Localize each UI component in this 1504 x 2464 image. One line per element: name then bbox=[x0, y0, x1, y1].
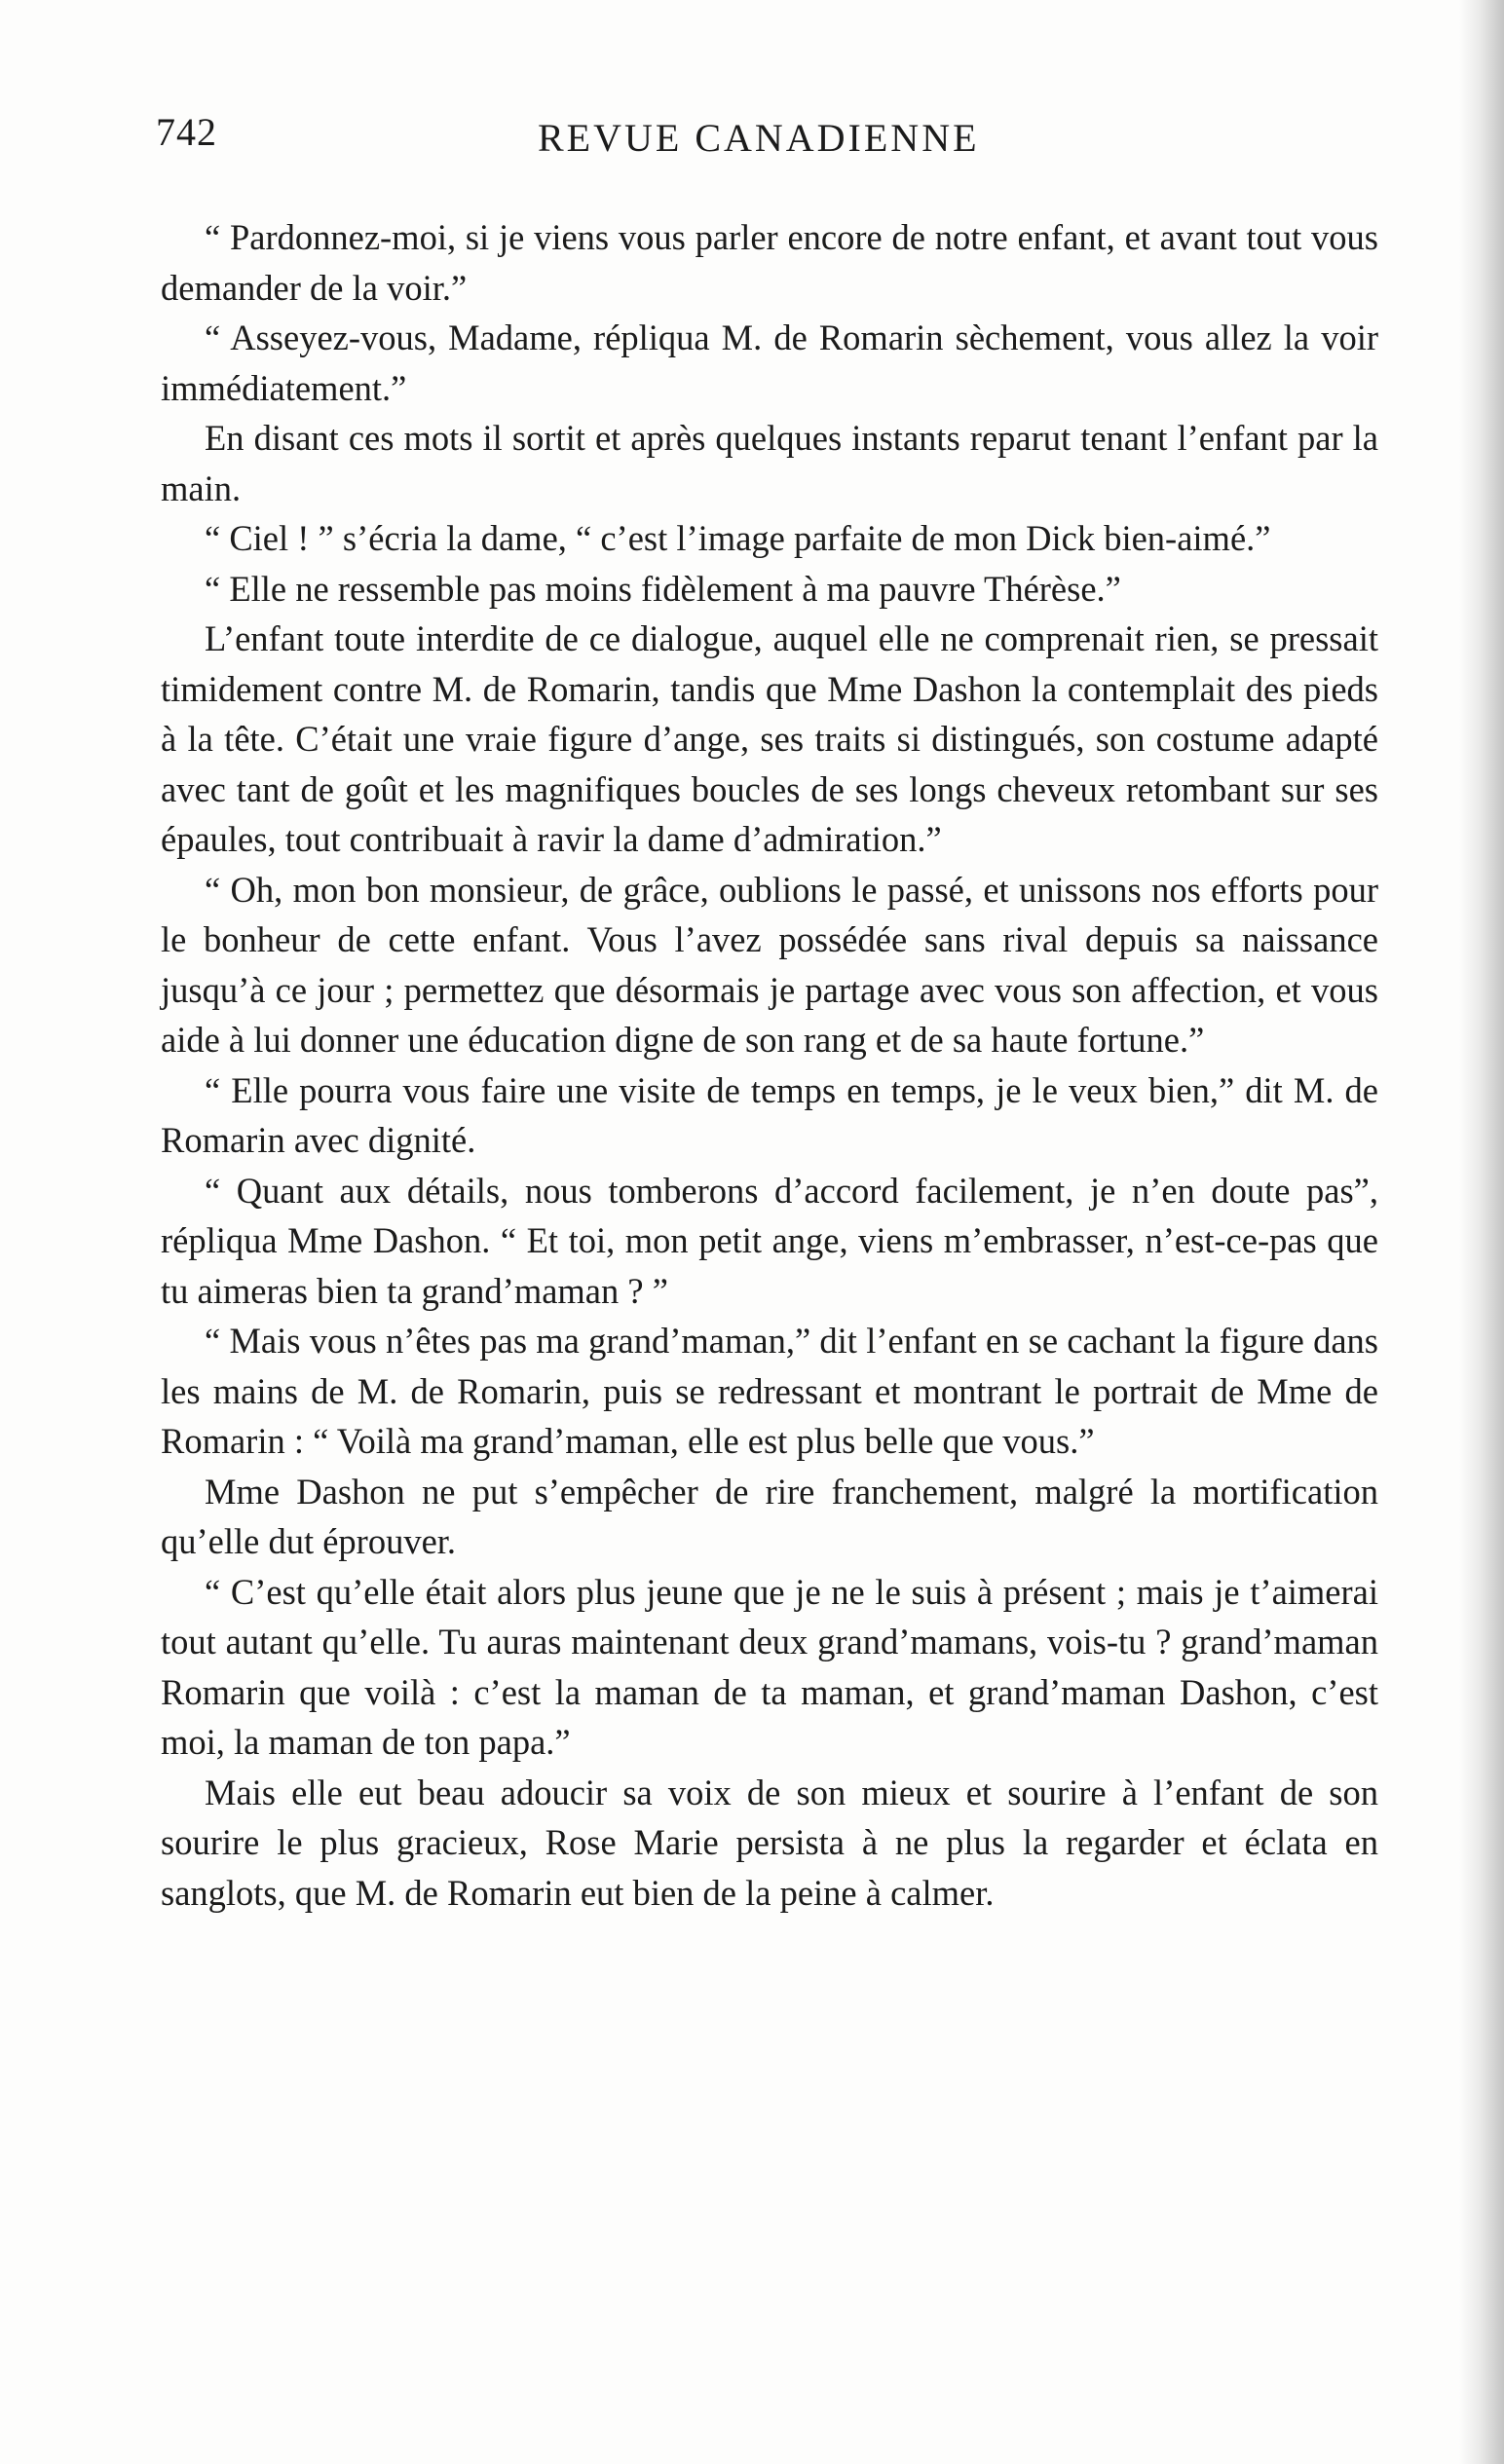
page-header bbox=[156, 109, 1405, 177]
paragraph: “ C’est qu’elle était alors plus jeune que je ne le suis à présent ; mais je t’aimerai tout autant qu’elle. Tu auras maintenant deux grand’mamans, vois-tu ? grand’maman Romarin que voilà : c’est la maman de ta maman, et grand’maman Dashon, c’est moi, la maman de ton papa.” bbox=[161, 1571, 1378, 1762]
paragraph: “ Quant aux détails, nous tomberons d’accord facilement, je n’en doute pas”, répliqua Mme Dashon. “ Et toi, mon petit ange, viens m’embrasser, n’est-ce-pas que tu aimeras bien ta grand’maman ? ” bbox=[161, 1170, 1378, 1311]
paragraph: Mme Dashon ne put s’empêcher de rire franchement, malgré la mortification qu’elle dut éprouver. bbox=[161, 1471, 1378, 1561]
paragraph: “ Pardonnez-moi, si je viens vous parler encore de notre enfant, et avant tout vous demander de la voir.” bbox=[161, 217, 1378, 308]
paragraph: “ Ciel ! ” s’écria la dame, “ c’est l’image parfaite de mon Dick bien-aimé.” bbox=[205, 518, 1271, 558]
paragraph: Mais elle eut beau adoucir sa voix de son mieux et sourire à l’enfant de son sourire le plus gracieux, Rose Marie persista à ne plus la regarder et éclata en sanglots, que M. de Romarin eut bien de la peine à calmer. bbox=[161, 1772, 1378, 1913]
paragraph: En disant ces mots il sortit et après quelques instants reparut tenant l’enfant par la main. bbox=[161, 418, 1378, 508]
running-title: REVUE CANADIENNE bbox=[538, 116, 980, 160]
paragraph: “ Elle pourra vous faire une visite de temps en temps, je le veux bien,” dit M. de Romarin avec dignité. bbox=[161, 1069, 1378, 1160]
paragraph: “ Asseyez-vous, Madame, répliqua M. de Romarin sèchement, vous allez la voir immédiatement.” bbox=[161, 317, 1378, 408]
page-edge-shadow bbox=[1459, 0, 1504, 2464]
page-number: 742 bbox=[156, 110, 217, 154]
paragraph: L’enfant toute interdite de ce dialogue, auquel elle ne comprenait rien, se pressait timidement contre M. de Romarin, tandis que Mme Dashon la contemplait des pieds à la tête. C’était une vraie figure d’ange, ses traits si distingués, son costume adapté avec tant de goût et les magnifiques boucles de ses longs cheveux retombant sur ses épaules, tout contribuait à ravir la dame d’admiration.” bbox=[161, 618, 1378, 859]
paragraph: “ Mais vous n’êtes pas ma grand’maman,” dit l’enfant en se cachant la figure dans les mains de M. de Romarin, puis se redressant et montrant le portrait de Mme de Romarin : “ Voilà ma grand’maman, elle est plus belle que vous.” bbox=[161, 1321, 1378, 1461]
body-text bbox=[161, 212, 1378, 1918]
paragraph: “ Elle ne ressemble pas moins fidèlement à ma pauvre Thérèse.” bbox=[205, 568, 1121, 609]
paragraph: “ Oh, mon bon monsieur, de grâce, oublions le passé, et unissons nos efforts pour le bonheur de cette enfant. Vous l’avez possédée sans rival depuis sa naissance jusqu’à ce jour ; permettez que désormais je partage avec vous son affection, et vous aide à lui donner une éducation digne de son rang et de sa haute fortune.” bbox=[161, 869, 1378, 1060]
